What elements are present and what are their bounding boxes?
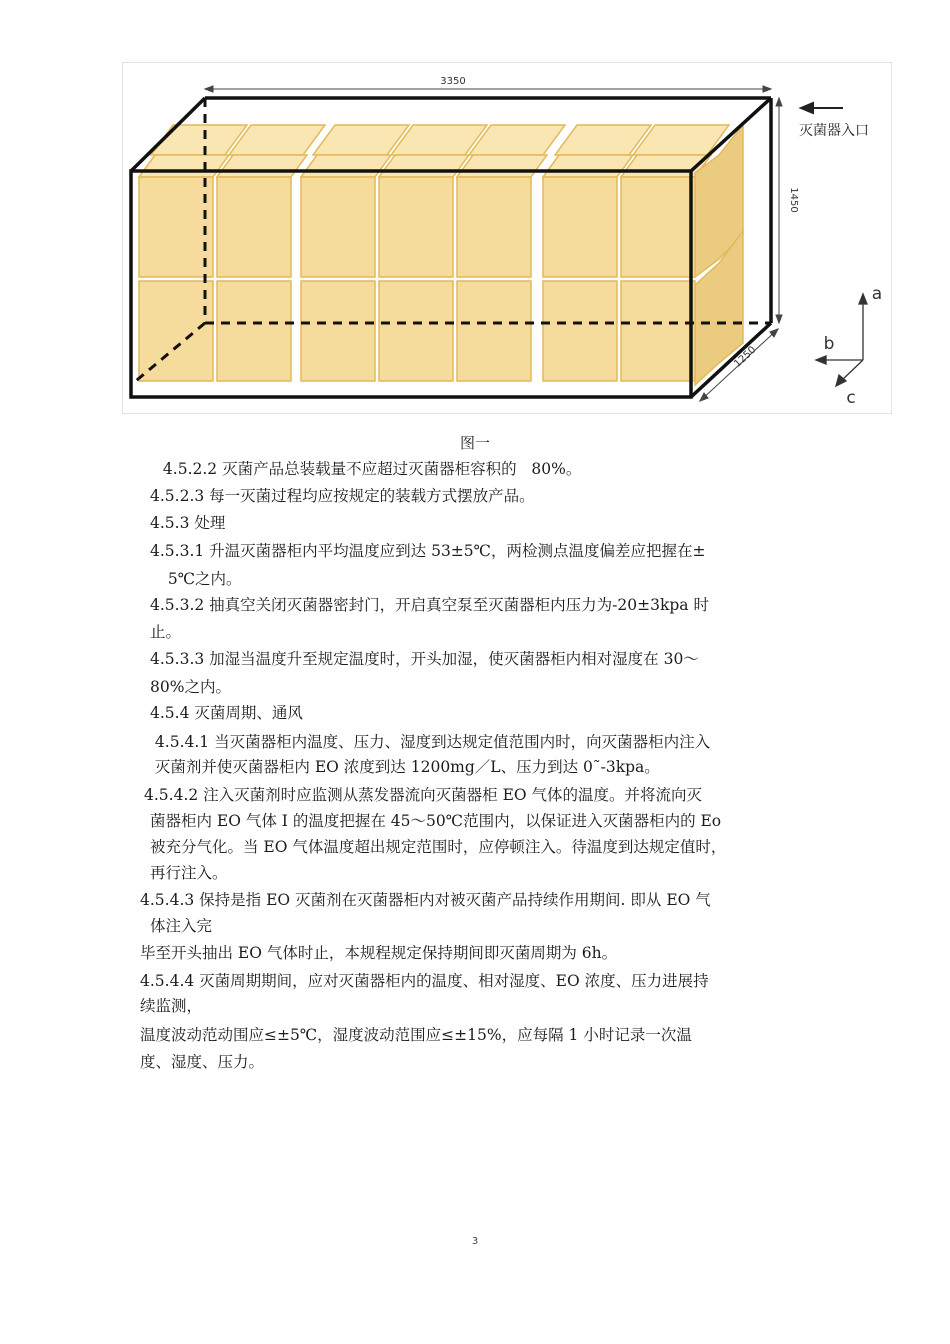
axis-c-label: c xyxy=(846,388,856,408)
paragraph-line: 5℃之内。 xyxy=(158,570,242,588)
product-box xyxy=(457,177,531,277)
paragraph-line: 被充分气化。当 EO 气体温度超出规定范围时，应停顿注入。待温度到达规定值时， xyxy=(150,838,727,856)
box-top-face xyxy=(379,155,469,177)
product-box xyxy=(217,281,291,381)
axis-b-label: b xyxy=(823,334,835,354)
box-top-face xyxy=(543,155,633,177)
dimension-length-label: 3350 xyxy=(440,76,466,87)
paragraph-line: 4.5.3.1 升温灭菌器柜内平均温度应到达 53±5℃，两检测点温度偏差应把握在± xyxy=(150,542,706,560)
product-box xyxy=(301,177,375,277)
dimension-length xyxy=(205,86,771,92)
product-box xyxy=(543,281,617,381)
product-box xyxy=(379,177,453,277)
paragraph-line: 4.5.3.2 抽真空关闭灭菌器密封门，开启真空泵至灭菌器柜内压力为-20±3kpa 时 xyxy=(150,596,709,614)
paragraph-line: 续监测， xyxy=(140,997,203,1015)
dimension-height-label: 1450 xyxy=(788,187,799,213)
box-top-face xyxy=(139,155,229,177)
paragraph-line: 4.5.4.1 当灭菌器柜内温度、压力、湿度到达规定值范围内时，向灭菌器柜内注入 xyxy=(150,733,711,751)
entry-label: 灭菌器入口 xyxy=(799,123,869,139)
paragraph-line: 4.5.3.3 加湿当温度升至规定温度时，开头加湿，使灭菌器柜内相对湿度在 30～ xyxy=(150,650,699,668)
product-box xyxy=(457,281,531,381)
product-box xyxy=(217,177,291,277)
paragraph-line: 4.5.2.3 每一灭菌过程均应按规定的装载方式摆放产品。 xyxy=(150,487,535,505)
box-top-face xyxy=(301,155,391,177)
sterilizer-loading-diagram xyxy=(122,62,892,414)
paragraph-line: 温度波动范动围应≤±5℃，湿度波动范围应≤±15%，应每隔 1 小时记录一次温 xyxy=(140,1026,692,1044)
product-box xyxy=(301,281,375,381)
page-number: 3 xyxy=(471,1236,479,1247)
paragraph-line: 4.5.4.4 灭菌周期期间，应对灭菌器柜内的温度、相对湿度、EO 浓度、压力进展持 xyxy=(140,972,709,990)
product-box xyxy=(621,177,695,277)
loading-diagram-svg xyxy=(123,63,893,415)
paragraph-line: 4.5.2.2 灭菌产品总装载量不应超过灭菌器柜容积的 80%。 xyxy=(158,460,582,478)
paragraph-line: 菌器柜内 EO 气体 I 的温度把握在 45～50℃范围内，以保证进入灭菌器柜内的 Eo xyxy=(150,812,722,830)
entry-arrow-icon xyxy=(801,103,843,113)
box-top-face xyxy=(217,155,307,177)
paragraph-line: 毕至开头抽出 EO 气体时止，本规程规定保持期间即灭菌周期为 6h。 xyxy=(140,944,618,962)
product-box xyxy=(139,177,213,277)
paragraph-line: 度、湿度、压力。 xyxy=(140,1053,265,1071)
paragraph-line: 4.5.4.3 保持是指 EO 灭菌剂在灭菌器柜内对被灭菌产品持续作用期间. 即从 EO 气 xyxy=(140,891,711,909)
paragraph-line: 4.5.4.2 注入灭菌剂时应监测从蒸发器流向灭菌器柜 EO 气体的温度。并将流向灭 xyxy=(144,786,703,804)
product-boxes xyxy=(139,125,743,385)
paragraph-line: 4.5.4 灭菌周期、通风 xyxy=(150,704,303,722)
paragraph-line: 灭菌剂并使灭菌器柜内 EO 浓度到达 1200mg／L、压力到达 0˜-3kpa。 xyxy=(150,758,660,776)
dimension-height xyxy=(776,98,782,323)
box-top-face xyxy=(457,155,547,177)
product-box xyxy=(543,177,617,277)
axis-a-label: a xyxy=(871,284,883,304)
product-box xyxy=(379,281,453,381)
figure-caption: 图一 xyxy=(459,434,490,452)
paragraph-line: 体注入完 xyxy=(150,917,213,935)
product-box xyxy=(139,281,213,381)
paragraph-line: 止。 xyxy=(150,623,182,641)
product-box xyxy=(621,281,695,381)
dimension-depth-label: 1250 xyxy=(732,344,759,370)
paragraph-line: 4.5.3 处理 xyxy=(150,514,226,532)
paragraph-line: 再行注入。 xyxy=(150,864,228,882)
paragraph-line: 80%之内。 xyxy=(150,678,231,696)
